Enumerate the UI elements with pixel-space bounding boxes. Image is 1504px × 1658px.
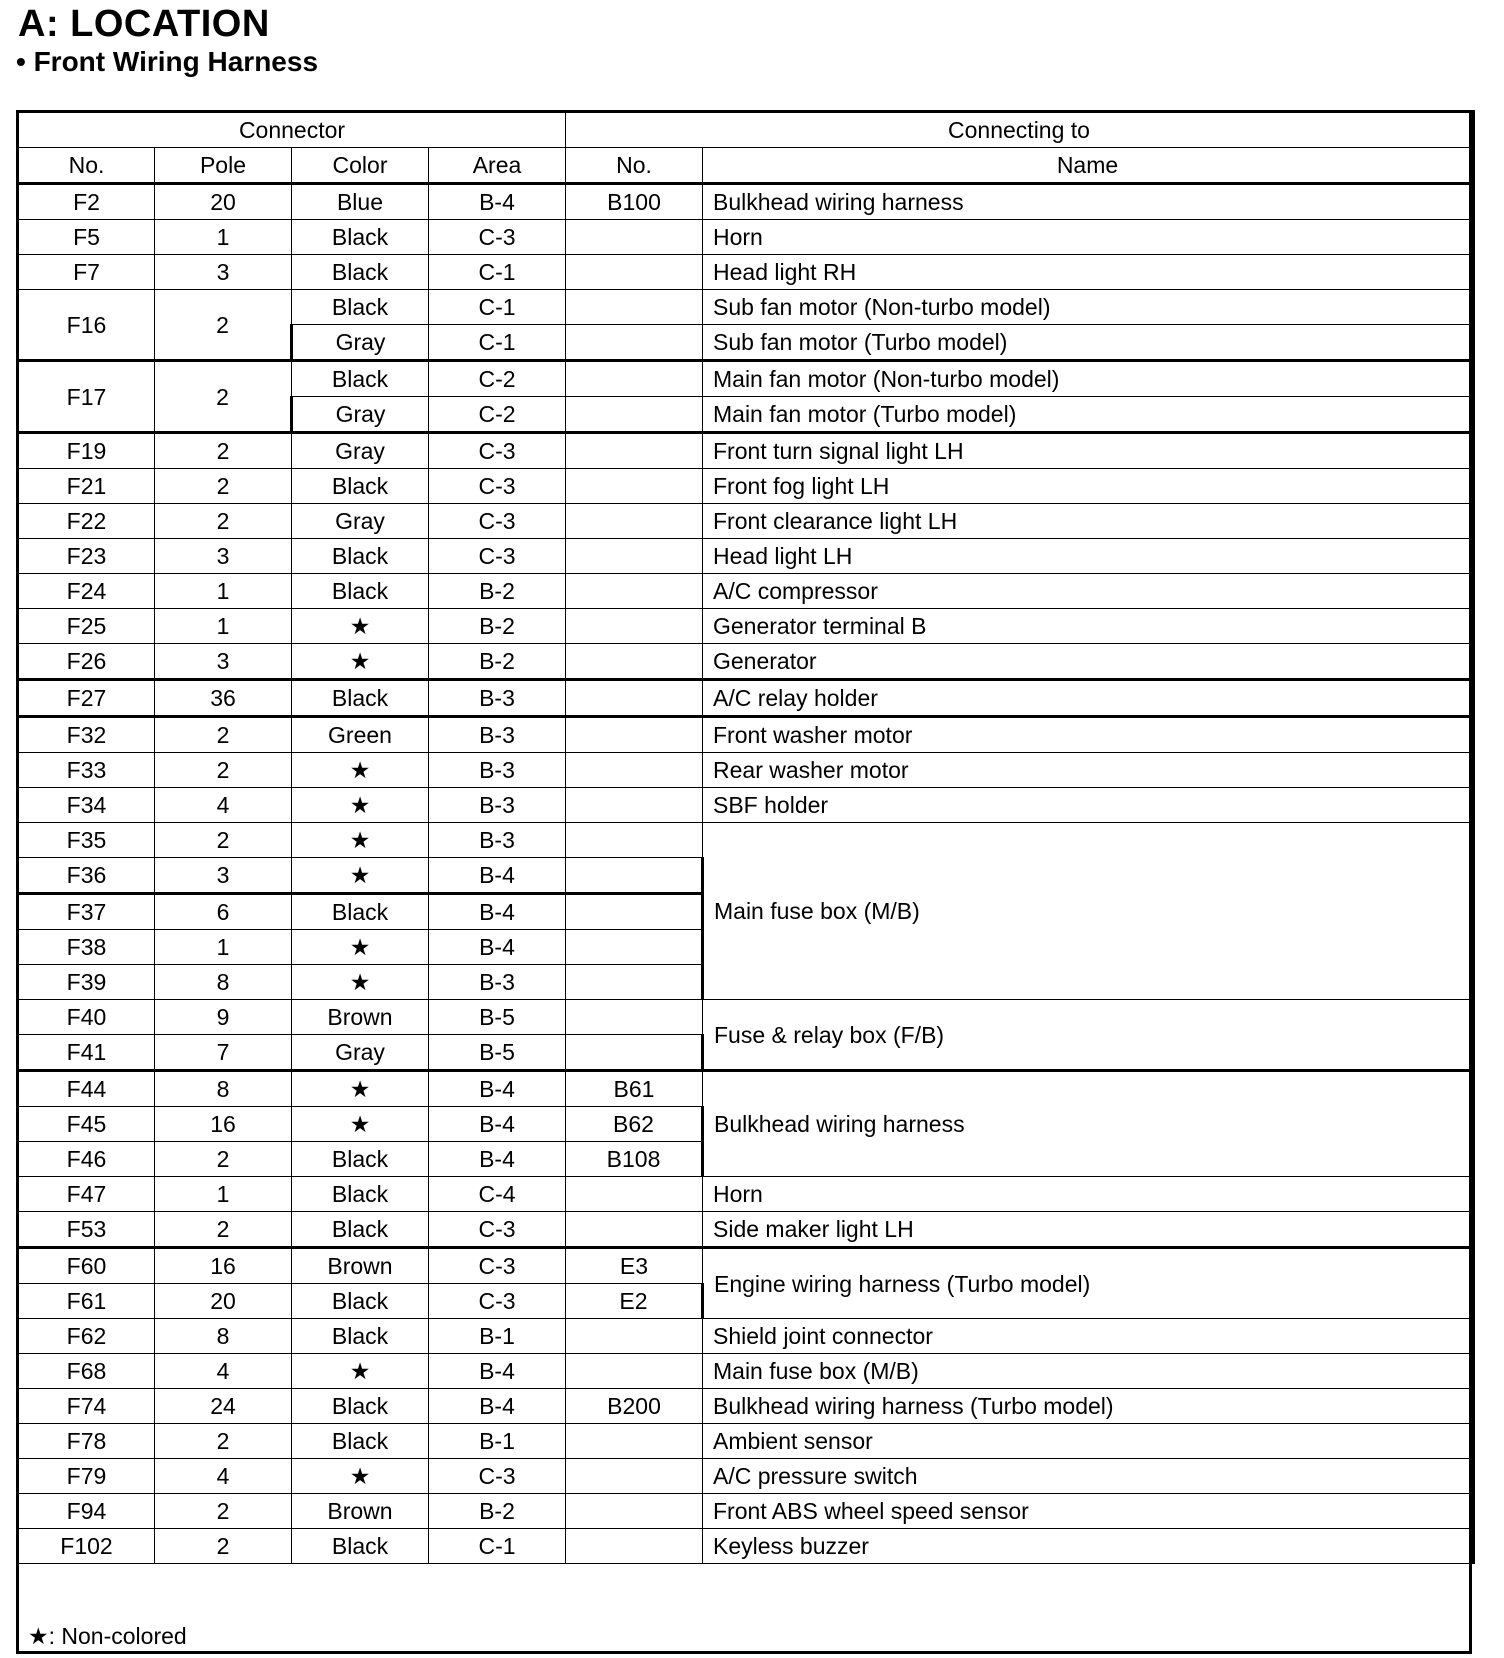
cell-pole: 2: [155, 433, 292, 469]
cell-name: Generator terminal B: [703, 609, 1474, 644]
cell-pole: 3: [155, 539, 292, 574]
cell-name: Front clearance light LH: [703, 504, 1474, 539]
cell-pole: 1: [155, 930, 292, 965]
cell-color: Black: [292, 539, 429, 574]
cell-no: F5: [18, 220, 155, 255]
cell-area: B-2: [429, 574, 566, 609]
cell-name: Shield joint connector: [703, 1319, 1474, 1354]
cell-no: F27: [18, 680, 155, 717]
cell-name: Main fan motor (Turbo model): [703, 397, 1474, 433]
cell-name: Horn: [703, 1177, 1474, 1212]
legend-note: ★: Non-colored: [28, 1623, 187, 1649]
cell-no: F26: [18, 644, 155, 680]
cell-area: C-3: [429, 1284, 566, 1319]
cell-pole: 2: [155, 290, 292, 361]
cell-conn-no: E3: [566, 1248, 703, 1284]
cell-pole: 3: [155, 255, 292, 290]
cell-color: Black: [292, 894, 429, 930]
cell-no: F102: [18, 1529, 155, 1564]
cell-no: F36: [18, 858, 155, 894]
cell-area: C-3: [429, 433, 566, 469]
cell-no: F47: [18, 1177, 155, 1212]
cell-name: Rear washer motor: [703, 753, 1474, 788]
cell-name: Front fog light LH: [703, 469, 1474, 504]
cell-name: Head light LH: [703, 539, 1474, 574]
cell-name: Front ABS wheel speed sensor: [703, 1494, 1474, 1529]
cell-color: ★: [292, 1071, 429, 1107]
cell-conn-no: B62: [566, 1107, 703, 1142]
cell-area: B-2: [429, 1494, 566, 1529]
page-subtitle: • Front Wiring Harness: [16, 46, 319, 77]
cell-area: C-1: [429, 325, 566, 361]
cell-no: F94: [18, 1494, 155, 1529]
cell-pole: 4: [155, 1459, 292, 1494]
cell-color: ★: [292, 1107, 429, 1142]
cell-area: B-5: [429, 1000, 566, 1035]
cell-pole: 2: [155, 504, 292, 539]
cell-pole: 2: [155, 753, 292, 788]
cell-color: Gray: [292, 325, 429, 361]
cell-color: Black: [292, 290, 429, 325]
cell-pole: 9: [155, 1000, 292, 1035]
cell-no: F23: [18, 539, 155, 574]
cell-area: B-4: [429, 1071, 566, 1107]
cell-color: Black: [292, 469, 429, 504]
cell-pole: 4: [155, 1354, 292, 1389]
cell-no: F33: [18, 753, 155, 788]
cell-color: Black: [292, 1424, 429, 1459]
cell-no: F7: [18, 255, 155, 290]
cell-no: F74: [18, 1389, 155, 1424]
cell-area: B-4: [429, 894, 566, 930]
cell-color: Black: [292, 1529, 429, 1564]
cell-pole: 2: [155, 361, 292, 433]
cell-area: C-3: [429, 1459, 566, 1494]
cell-pole: 1: [155, 574, 292, 609]
cell-pole: 3: [155, 644, 292, 680]
cell-pole: 4: [155, 788, 292, 823]
cell-name: Sub fan motor (Turbo model): [703, 325, 1474, 361]
cell-color: ★: [292, 965, 429, 1000]
cell-name: Main fan motor (Non-turbo model): [703, 361, 1474, 397]
header-color: Color: [292, 148, 429, 184]
cell-pole: 2: [155, 1424, 292, 1459]
cell-name: Front washer motor: [703, 717, 1474, 753]
cell-name: A/C relay holder: [703, 680, 1474, 717]
cell-no: F16: [18, 290, 155, 361]
cell-color: Black: [292, 574, 429, 609]
header-conn-no: No.: [566, 148, 703, 184]
cell-area: B-4: [429, 184, 566, 220]
page-title: A: LOCATION: [18, 3, 270, 45]
cell-color: Black: [292, 1212, 429, 1248]
cell-color: ★: [292, 1459, 429, 1494]
cell-pole: 1: [155, 609, 292, 644]
cell-color: Black: [292, 1177, 429, 1212]
cell-area: B-4: [429, 1142, 566, 1177]
cell-color: Gray: [292, 433, 429, 469]
cell-area: C-3: [429, 1248, 566, 1284]
cell-pole: 3: [155, 858, 292, 894]
cell-name: Sub fan motor (Non-turbo model): [703, 290, 1474, 325]
header-pole: Pole: [155, 148, 292, 184]
cell-pole: 20: [155, 1284, 292, 1319]
cell-pole: 16: [155, 1248, 292, 1284]
cell-area: B-3: [429, 680, 566, 717]
cell-color: ★: [292, 644, 429, 680]
cell-color: Black: [292, 361, 429, 397]
cell-name: Horn: [703, 220, 1474, 255]
cell-area: B-4: [429, 930, 566, 965]
table-frame: [16, 110, 1472, 1654]
cell-area: B-4: [429, 1354, 566, 1389]
cell-color: Black: [292, 255, 429, 290]
cell-pole: 8: [155, 965, 292, 1000]
header-name: Name: [703, 148, 1474, 184]
cell-pole: 2: [155, 1529, 292, 1564]
cell-area: C-1: [429, 290, 566, 325]
cell-area: C-3: [429, 220, 566, 255]
cell-no: F35: [18, 823, 155, 858]
cell-no: F32: [18, 717, 155, 753]
cell-color: ★: [292, 753, 429, 788]
cell-color: Black: [292, 1142, 429, 1177]
cell-area: C-3: [429, 504, 566, 539]
cell-pole: 7: [155, 1035, 292, 1071]
cell-area: C-1: [429, 255, 566, 290]
cell-no: F22: [18, 504, 155, 539]
cell-conn-no: B61: [566, 1071, 703, 1107]
cell-color: ★: [292, 609, 429, 644]
cell-pole: 2: [155, 469, 292, 504]
cell-no: F24: [18, 574, 155, 609]
cell-pole: 2: [155, 1212, 292, 1248]
cell-pole: 1: [155, 220, 292, 255]
cell-pole: 2: [155, 717, 292, 753]
cell-color: Brown: [292, 1248, 429, 1284]
cell-no: F38: [18, 930, 155, 965]
cell-area: B-3: [429, 823, 566, 858]
cell-name: Main fuse box (M/B): [703, 823, 1474, 1000]
cell-conn-no: B200: [566, 1389, 703, 1424]
cell-color: Blue: [292, 184, 429, 220]
cell-name: Front turn signal light LH: [703, 433, 1474, 469]
header-area: Area: [429, 148, 566, 184]
cell-name: Side maker light LH: [703, 1212, 1474, 1248]
cell-area: C-2: [429, 361, 566, 397]
cell-color: Black: [292, 1389, 429, 1424]
cell-area: B-3: [429, 717, 566, 753]
cell-area: C-1: [429, 1529, 566, 1564]
cell-area: B-1: [429, 1424, 566, 1459]
cell-color: Gray: [292, 397, 429, 433]
cell-area: B-4: [429, 858, 566, 894]
cell-area: B-3: [429, 753, 566, 788]
header-no: No.: [18, 148, 155, 184]
cell-no: F2: [18, 184, 155, 220]
cell-area: B-3: [429, 965, 566, 1000]
cell-name: Bulkhead wiring harness (Turbo model): [703, 1389, 1474, 1424]
cell-area: C-3: [429, 469, 566, 504]
cell-area: C-3: [429, 539, 566, 574]
cell-area: B-5: [429, 1035, 566, 1071]
cell-no: F78: [18, 1424, 155, 1459]
cell-pole: 2: [155, 1142, 292, 1177]
cell-name: Bulkhead wiring harness: [703, 1071, 1474, 1177]
cell-pole: 6: [155, 894, 292, 930]
cell-no: F41: [18, 1035, 155, 1071]
cell-color: Black: [292, 1319, 429, 1354]
cell-no: F39: [18, 965, 155, 1000]
cell-pole: 2: [155, 823, 292, 858]
header-connecting-to: Connecting to: [566, 112, 1474, 148]
cell-no: F17: [18, 361, 155, 433]
cell-area: B-2: [429, 644, 566, 680]
cell-color: Black: [292, 1284, 429, 1319]
cell-no: F19: [18, 433, 155, 469]
cell-color: ★: [292, 823, 429, 858]
cell-name: Head light RH: [703, 255, 1474, 290]
cell-area: C-4: [429, 1177, 566, 1212]
cell-no: F37: [18, 894, 155, 930]
cell-name: Keyless buzzer: [703, 1529, 1474, 1564]
cell-area: B-2: [429, 609, 566, 644]
cell-no: F62: [18, 1319, 155, 1354]
cell-pole: 8: [155, 1071, 292, 1107]
cell-name: Fuse & relay box (F/B): [703, 1000, 1474, 1071]
cell-pole: 20: [155, 184, 292, 220]
cell-area: B-4: [429, 1389, 566, 1424]
cell-name: A/C pressure switch: [703, 1459, 1474, 1494]
cell-pole: 1: [155, 1177, 292, 1212]
cell-name: SBF holder: [703, 788, 1474, 823]
cell-no: F45: [18, 1107, 155, 1142]
cell-no: F21: [18, 469, 155, 504]
cell-no: F44: [18, 1071, 155, 1107]
cell-area: B-3: [429, 788, 566, 823]
cell-color: ★: [292, 788, 429, 823]
cell-name: Bulkhead wiring harness: [703, 184, 1474, 220]
cell-color: Brown: [292, 1494, 429, 1529]
cell-pole: 24: [155, 1389, 292, 1424]
cell-color: Brown: [292, 1000, 429, 1035]
cell-color: ★: [292, 930, 429, 965]
cell-no: F79: [18, 1459, 155, 1494]
cell-no: F46: [18, 1142, 155, 1177]
cell-no: F53: [18, 1212, 155, 1248]
cell-no: F60: [18, 1248, 155, 1284]
cell-no: F34: [18, 788, 155, 823]
cell-no: F40: [18, 1000, 155, 1035]
cell-name: A/C compressor: [703, 574, 1474, 609]
cell-color: Gray: [292, 504, 429, 539]
cell-no: F61: [18, 1284, 155, 1319]
cell-color: Black: [292, 680, 429, 717]
cell-area: B-4: [429, 1107, 566, 1142]
cell-pole: 8: [155, 1319, 292, 1354]
cell-color: Gray: [292, 1035, 429, 1071]
cell-no: F25: [18, 609, 155, 644]
cell-name: Main fuse box (M/B): [703, 1354, 1474, 1389]
cell-conn-no: E2: [566, 1284, 703, 1319]
cell-color: Black: [292, 220, 429, 255]
cell-area: C-3: [429, 1212, 566, 1248]
cell-conn-no: B108: [566, 1142, 703, 1177]
cell-pole: 16: [155, 1107, 292, 1142]
cell-no: F68: [18, 1354, 155, 1389]
cell-name: Ambient sensor: [703, 1424, 1474, 1459]
cell-name: Generator: [703, 644, 1474, 680]
cell-color: ★: [292, 1354, 429, 1389]
header-connector: Connector: [18, 112, 566, 148]
cell-conn-no: B100: [566, 184, 703, 220]
cell-color: ★: [292, 858, 429, 894]
cell-area: B-1: [429, 1319, 566, 1354]
cell-name: Engine wiring harness (Turbo model): [703, 1248, 1474, 1319]
cell-pole: 2: [155, 1494, 292, 1529]
cell-area: C-2: [429, 397, 566, 433]
cell-color: Green: [292, 717, 429, 753]
cell-pole: 36: [155, 680, 292, 717]
